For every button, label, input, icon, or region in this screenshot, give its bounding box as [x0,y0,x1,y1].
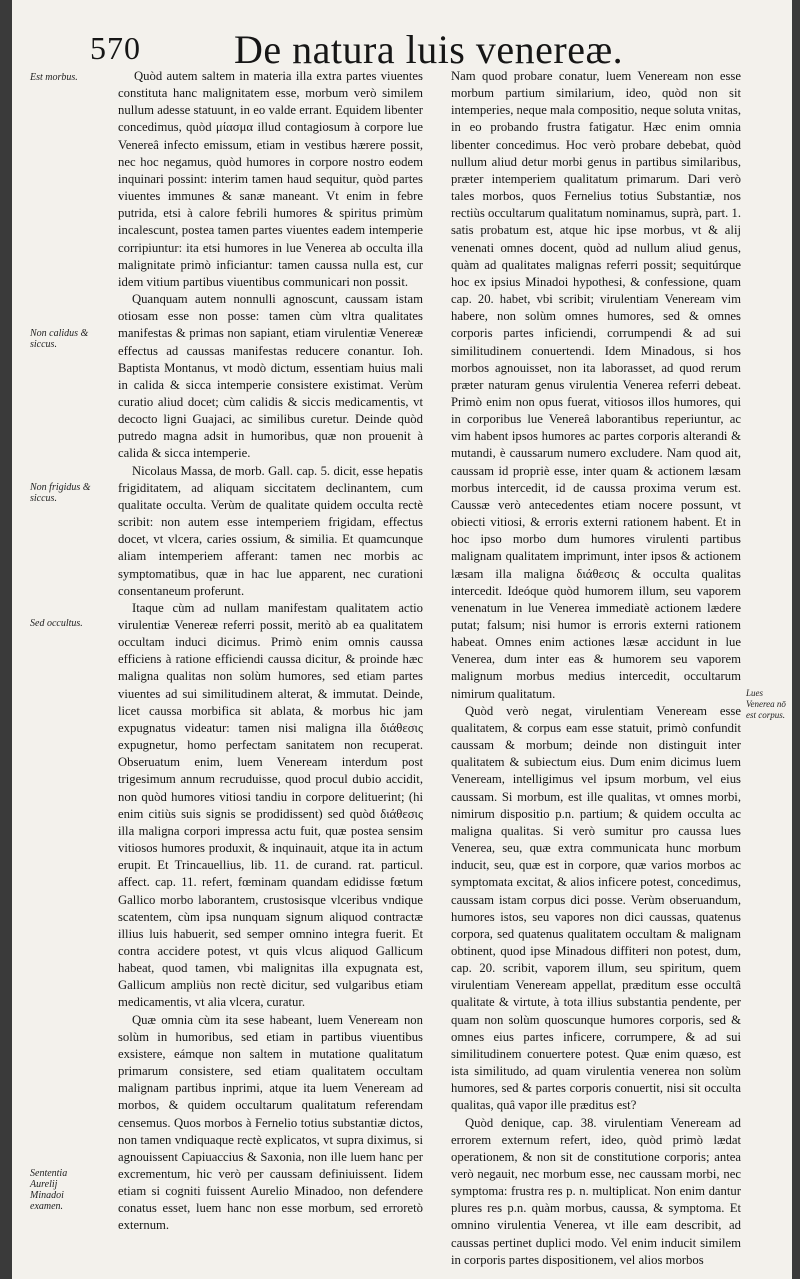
page-header [12,10,792,70]
paragraph: Quòd verò negat, virulentiam Veneream esse qualitatem, & corpus eam esse statuit, primò confundit caussam & morbum; deinde non distinguit inter qualitatem & subiectum eius. Dum enim dicimus luem Veneream, intelligimus vel ipsum morbum, vel eius caussam. Si morbum, est ille qualitas, vt omnes morbi, nimirum dispositio p.n. partium; & quidem occulta ac maligna qualitas. Si verò sumitur pro caussa lues Venerea, seu, quæ extra communicata hunc morbum inducit, seu, quæ est in corpore, quæ varios morbos ac symptomata excitat, & alios inficere potest, concedimus, caussam istam corpus dici posse. Verùm obseruandum, humores istos, seu vapores non dici caussas, quatenus corpora, sed quatenus qualitatem occultam & malignam obtinent, quod ipse Minadous diffiteri non potest, dum, cap. 20. scribit, vaporem illum, seu spiritum, quem virulentiam Veneream appellat, præditum esse occultâ qualitate & virtute, à tota illius substantia pendente, per quam non solùm quoscunque humores corporis, sed & omnes eius partes inficere, corrumpere, & ad sui similitudinem conuertere potest. Quæ enim quæso, est ista similitudo, ad quam virulentia venerea non solùm humores, sed & partes corporis conuertit, nisi sit occulta qualitas, quâ vapor ille præditus est? [451,703,741,1113]
paragraph: Itaque cùm ad nullam manifestam qualitatem actio virulentiæ Venereæ referri possit, meritò ab ea qualitatem occultam induci dicimus. Primò enim omnis caussa efficiens à ratione efficiendi caussa dicitur, & proinde hæc maligna qualitas non solùm humores, sed etiam partes viuentes ad sui similitudinem alterat, & immutat. Deinde, licet caussa morbifica sit ablata, & morbus hic jam expugnatus videatur: tamen nisi maligna illa διάθεσις expugnetur, homo perfectam sanitatem non recuperat. Obseruatum enim, luem Veneream interdum post trigesimum annum recruduisse, quod procul dubio accidit, non quòd humores vitiosi tandiu in corpore delituerint; (hi enim citiùs suis signis se prodidissent) sed quòd διάθεσις illa maligna corpori impressa actu fuit, quæ postea sensim vitiosos humores produxit, & inquinauit, atque ita in actum erupit. Et Trincauellius, lib. 11. de curand. rat. particul. affect. cap. 11. refert, fœminam quandam edidisse fœtum Gallico morbo laborantem, crustosisque vlceribus vndique scatentem, cùm ipsa nunquam signum aliquod contractæ illius luis habuerit, sed semper omnino integra fuerit. Et contra accidere potest, vt quis vlcus aliquod Gallicum habeat, quod tamen, vbi malignitas illa expugnata est, Gallicum ampliùs non rectè dicitur, sed vulgaribus etiam medicamentis, vt alia vlcera, curatur. [118,600,423,1010]
paragraph: Nicolaus Massa, de morb. Gall. cap. 5. dicit, esse hepatis frigiditatem, ad aliquam siccitatem declinantem, cum qualitate occulta. Verùm de qualitate quidem occulta rectè scribit: non autem esse intemperiem frigidam, effectus docet, vt vlcera, caries ossium, & similia. Et quamcunque aliam intemperiem afferant: tamen nec morbis ac symptomatibus, quæ in hac lue apparent, nec curationi consentaneum proferunt. [118,463,423,598]
margin-note: Lues Venerea nō est corpus. [746,688,786,720]
paragraph: Quòd denique, cap. 38. virulentiam Veneream ad errorem externum refert, ideo, quòd primò lædat operationem, & non sit de constitutione corporis; antea verò negauit, nec morbum esse, nec caussam morbi, nec symptoma: frustra res p. n. multiplicat. Non enim dantur plures res p.n. quàm morbus, caussa, & symptoma. Et omnino virulentia Venerea, vt ille eam describit, ad caussas pertinet duplici modo. Vel enim inducit similem in corporis partes dispositionem, vel alios morbos [451,1115,741,1267]
running-title: De natura luis venereæ. [234,27,624,72]
paragraph: Quòd autem saltem in materia illa extra partes viuentes constituta hanc malignitatem esse, morbum verò similem nullum adesse statuunt, in eo valde errant. Equidem libenter concedimus, quòd μίασμα illud contagiosum à corpore lue Venereâ infecto emissum, etiam in vestibus hærere possit, nec hoc negamus, quòd humores in corpore nostro eodem inquinari possint: interim tamen haud sequitur, quòd partes viuentes immunes & sanæ maneant. Vt enim in febre putrida, etsi à calore febrili humores & spiritus primùm incalescunt, postea tamen partes viuentes eadem intemperie corripiuntur: ita etsi humores in lue Venerea ab occulta illa malignitate primò inficiantur: tamen caussa nulla est, cur idem vitium partibus viuentibus communicari non possit. [118,69,423,289]
margin-note: Sententia Aurelij Minadoi examen. [30,1168,68,1212]
margin-note: Est morbus. [30,72,78,83]
margin-note: Non frigidus & siccus. [30,482,91,504]
page-number: 570 [90,30,141,66]
paragraph: Quæ omnia cùm ita sese habeant, luem Veneream non solùm in humoribus, sed etiam in partibus viuentibus exsistere, eámque non saltem in mutatione qualitatum primarum consistere, sed etiam qualitatem occultam malignam partibus inprimi, atque ita luem Veneream ad morbos, & quidem occultarum qualitatum referendam censemus. Quos morbos à Fernelio totius substantiæ dictos, non tamen vndiquaque rectè explicatos, vt supra diximus, si agnouissent Capiuaccius & Saxonia, non ille luem hanc per excrementum, hic verò per caussam definiuissent. Iidem etiam si cogniti fuissent Aurelio Minadoo, non defendere conatus esset, luem hanc non esse morbum, sed erroretò externum. [118,1012,423,1233]
right-column [451,68,741,1273]
paragraph: Nam quod probare conatur, luem Veneream non esse morbum partium similarium, ideo, quòd non sit intemperies, neque mala compositio, neque soluta vnitas, in eo probando frustra fatigatur. Hæc enim omnia libenter concedimus. Hoc verò probare debebat, quòd nullum aliud detur morbi genus in partibus similaribus, præter intemperiem qualitatum primarum. Dari verò tales morbos, quos Fernelius totius Substantiæ, nos rectiùs occultarum qualitatum nominamus, suprà, part. 1. satis probatum est, atque hic ipse morbus, vt & alij venenati omnes docent, quòd ad nullum aliud genus, quàm ad qualitates malignas referri possit; sequitúrque hoc ex ipsius Minadoi hypothesi, & confessione, quam cap. 20. habet, vbi scribit; virulentiam Veneream vim habere, non solùm omnes humores, sed & omnes corporis partes inficiendi, corrumpendi & ad sui similitudinem conuertendi. Idem Minadous, si hos morbos agnouisset, non ita laborasset, ad quod rerum præter naturam genus virulentia Venerea referri debeat. Primò enim non opus fuerat, vitiosos illos humores, qui in corporibus lue Venereâ laborantibus reperiuntur, ac vim habent ipsos humores ac partes corporis alterandi & mutandi, è caussarum numero excludere. Nam quod ait, caussam id propriè esse, inter quam & actionem læsam morbus intercedit, id de caussa proxima verum est. Caussæ verò antecedentes etiam nocere possunt, vt obiecti vitiosi, & erroris externi rationem habent. Et in hoc ipso morbo dum humores virulenti partibus malignam qualitatem imprimunt, inter ipsos & actionem læsam illa maligna διάθεσις & occulta qualitas intercedit. Ideóque quòd humorem illum, seu vaporem venenatum in lue Venerea immediatè actionem lædere putat; falsum; nisi humor is erroris externi rationem habeat. Omnes enim actiones læsæ accidunt in lue Venerea, dum inter eas & humorem seu vaporem malignum morbus medius intercedit, occultarum nimirum qualitatum. [451,69,741,701]
paragraph: Quanquam autem nonnulli agnoscunt, caussam istam otiosam esse non posse: tamen cùm vltra qualitates manifestas & primas non sapiant, etiam virulentiæ Venereæ effectus ad caussas manifestas reducere conantur. Ioh. Baptista Montanus, vt modò dictum, essentiam huius mali in calida & sicca intemperie consistere existimat. Verùm curatio aliud docet; cùm calidis & siccis medicamentis, vt decocto ligni Guajaci, ac similibus curetur. Deinde quòd putredo magna adsit in humoribus, quæ non prouenit à calida & sicca intemperie. [118,292,423,461]
book-page [12,0,792,1279]
margin-note: Non calidus & siccus. [30,328,89,350]
left-column [118,68,423,1273]
margin-note: Sed occultus. [30,618,83,629]
